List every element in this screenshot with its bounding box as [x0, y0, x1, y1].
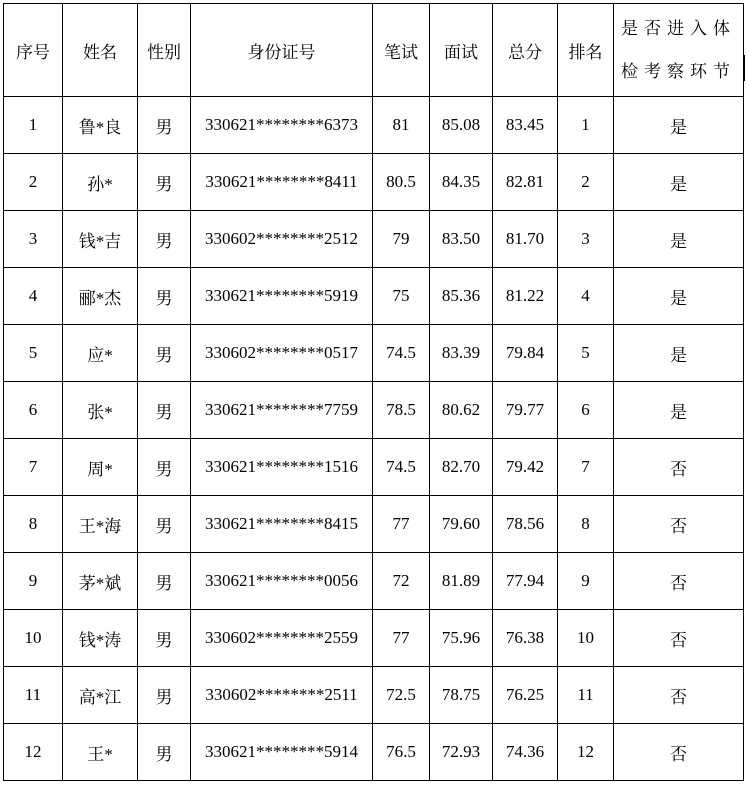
table-row — [4, 724, 744, 781]
cell-name: 王* — [63, 724, 138, 781]
cell-total: 79.77 — [493, 382, 558, 439]
column-header-qualified: 是否进入体检考察环节 — [614, 4, 744, 97]
cell-total: 76.25 — [493, 667, 558, 724]
cell-written: 81 — [373, 97, 430, 154]
cell-id-number: 330602********2559 — [191, 610, 373, 667]
cell-rank: 9 — [558, 553, 614, 610]
table-row — [4, 211, 744, 268]
column-header-name: 姓名 — [63, 4, 138, 97]
cell-gender: 男 — [138, 553, 191, 610]
header-row — [4, 4, 744, 97]
cell-interview: 85.08 — [430, 97, 493, 154]
cell-interview: 79.60 — [430, 496, 493, 553]
cell-qualified: 否 — [614, 667, 744, 724]
column-header-written: 笔试 — [373, 4, 430, 97]
cell-id-number: 330602********2512 — [191, 211, 373, 268]
cell-index: 9 — [4, 553, 63, 610]
cell-rank: 6 — [558, 382, 614, 439]
cell-name: 钱*涛 — [63, 610, 138, 667]
cell-name: 高*江 — [63, 667, 138, 724]
cell-gender: 男 — [138, 211, 191, 268]
cell-rank: 8 — [558, 496, 614, 553]
cell-rank: 4 — [558, 268, 614, 325]
cell-written: 79 — [373, 211, 430, 268]
cell-written: 76.5 — [373, 724, 430, 781]
cell-written: 74.5 — [373, 325, 430, 382]
table-row — [4, 382, 744, 439]
cell-name: 郦*杰 — [63, 268, 138, 325]
cell-total: 79.84 — [493, 325, 558, 382]
cell-name: 张* — [63, 382, 138, 439]
cell-interview: 75.96 — [430, 610, 493, 667]
cell-written: 75 — [373, 268, 430, 325]
cell-name: 钱*吉 — [63, 211, 138, 268]
cell-gender: 男 — [138, 97, 191, 154]
table-row — [4, 496, 744, 553]
cell-qualified: 否 — [614, 553, 744, 610]
cell-index: 12 — [4, 724, 63, 781]
cell-qualified: 否 — [614, 496, 744, 553]
cell-written: 78.5 — [373, 382, 430, 439]
cell-rank: 3 — [558, 211, 614, 268]
cell-index: 7 — [4, 439, 63, 496]
cell-qualified: 是 — [614, 154, 744, 211]
cell-total: 81.70 — [493, 211, 558, 268]
cell-id-number: 330621********5919 — [191, 268, 373, 325]
cell-gender: 男 — [138, 610, 191, 667]
cell-written: 77 — [373, 496, 430, 553]
cell-interview: 81.89 — [430, 553, 493, 610]
cell-qualified: 否 — [614, 724, 744, 781]
cell-interview: 85.36 — [430, 268, 493, 325]
column-header-index: 序号 — [4, 4, 63, 97]
cell-id-number: 330621********1516 — [191, 439, 373, 496]
table-row — [4, 553, 744, 610]
cell-written: 80.5 — [373, 154, 430, 211]
cell-total: 74.36 — [493, 724, 558, 781]
cell-index: 10 — [4, 610, 63, 667]
cell-id-number: 330621********6373 — [191, 97, 373, 154]
cell-gender: 男 — [138, 154, 191, 211]
cell-id-number: 330621********5914 — [191, 724, 373, 781]
cell-qualified: 否 — [614, 439, 744, 496]
table-row — [4, 325, 744, 382]
cell-interview: 80.62 — [430, 382, 493, 439]
cell-qualified: 是 — [614, 211, 744, 268]
cell-total: 77.94 — [493, 553, 558, 610]
cell-written: 72.5 — [373, 667, 430, 724]
table-body — [4, 97, 744, 781]
cell-rank: 7 — [558, 439, 614, 496]
cell-id-number: 330602********2511 — [191, 667, 373, 724]
cell-name: 鲁*良 — [63, 97, 138, 154]
cell-total: 82.81 — [493, 154, 558, 211]
cell-index: 6 — [4, 382, 63, 439]
cell-name: 茅*斌 — [63, 553, 138, 610]
cell-total: 76.38 — [493, 610, 558, 667]
cell-qualified: 是 — [614, 382, 744, 439]
cell-gender: 男 — [138, 439, 191, 496]
table-row — [4, 439, 744, 496]
cell-id-number: 330621********8411 — [191, 154, 373, 211]
cell-total: 83.45 — [493, 97, 558, 154]
column-header-interview: 面试 — [430, 4, 493, 97]
cell-rank: 5 — [558, 325, 614, 382]
cell-interview: 72.93 — [430, 724, 493, 781]
exam-results-table — [3, 3, 744, 781]
column-header-total: 总分 — [493, 4, 558, 97]
cell-index: 11 — [4, 667, 63, 724]
cell-index: 1 — [4, 97, 63, 154]
table-row — [4, 97, 744, 154]
cell-written: 77 — [373, 610, 430, 667]
cell-rank: 11 — [558, 667, 614, 724]
cell-gender: 男 — [138, 667, 191, 724]
table-row — [4, 610, 744, 667]
cell-index: 4 — [4, 268, 63, 325]
cell-rank: 1 — [558, 97, 614, 154]
cell-name: 王*海 — [63, 496, 138, 553]
cell-name: 周* — [63, 439, 138, 496]
cell-index: 8 — [4, 496, 63, 553]
cell-interview: 82.70 — [430, 439, 493, 496]
cell-id-number: 330621********8415 — [191, 496, 373, 553]
table-row — [4, 154, 744, 211]
cell-rank: 10 — [558, 610, 614, 667]
cell-total: 79.42 — [493, 439, 558, 496]
cell-qualified: 是 — [614, 325, 744, 382]
column-header-rank: 排名 — [558, 4, 614, 97]
cell-qualified: 是 — [614, 268, 744, 325]
cell-interview: 83.50 — [430, 211, 493, 268]
cell-gender: 男 — [138, 724, 191, 781]
cell-id-number: 330621********7759 — [191, 382, 373, 439]
cell-gender: 男 — [138, 382, 191, 439]
cell-index: 2 — [4, 154, 63, 211]
cell-interview: 78.75 — [430, 667, 493, 724]
cell-written: 74.5 — [373, 439, 430, 496]
column-header-id-number: 身份证号 — [191, 4, 373, 97]
cell-index: 3 — [4, 211, 63, 268]
cell-total: 78.56 — [493, 496, 558, 553]
cell-rank: 2 — [558, 154, 614, 211]
cell-interview: 84.35 — [430, 154, 493, 211]
cell-rank: 12 — [558, 724, 614, 781]
column-header-gender: 性别 — [138, 4, 191, 97]
cell-interview: 83.39 — [430, 325, 493, 382]
cell-qualified: 是 — [614, 97, 744, 154]
cell-total: 81.22 — [493, 268, 558, 325]
cell-gender: 男 — [138, 325, 191, 382]
cell-qualified: 否 — [614, 610, 744, 667]
cell-index: 5 — [4, 325, 63, 382]
cell-gender: 男 — [138, 268, 191, 325]
cell-name: 孙* — [63, 154, 138, 211]
cell-id-number: 330621********0056 — [191, 553, 373, 610]
table-row — [4, 667, 744, 724]
cell-gender: 男 — [138, 496, 191, 553]
cell-name: 应* — [63, 325, 138, 382]
table-row — [4, 268, 744, 325]
right-edge-artifact — [743, 55, 745, 81]
cell-written: 72 — [373, 553, 430, 610]
cell-id-number: 330602********0517 — [191, 325, 373, 382]
